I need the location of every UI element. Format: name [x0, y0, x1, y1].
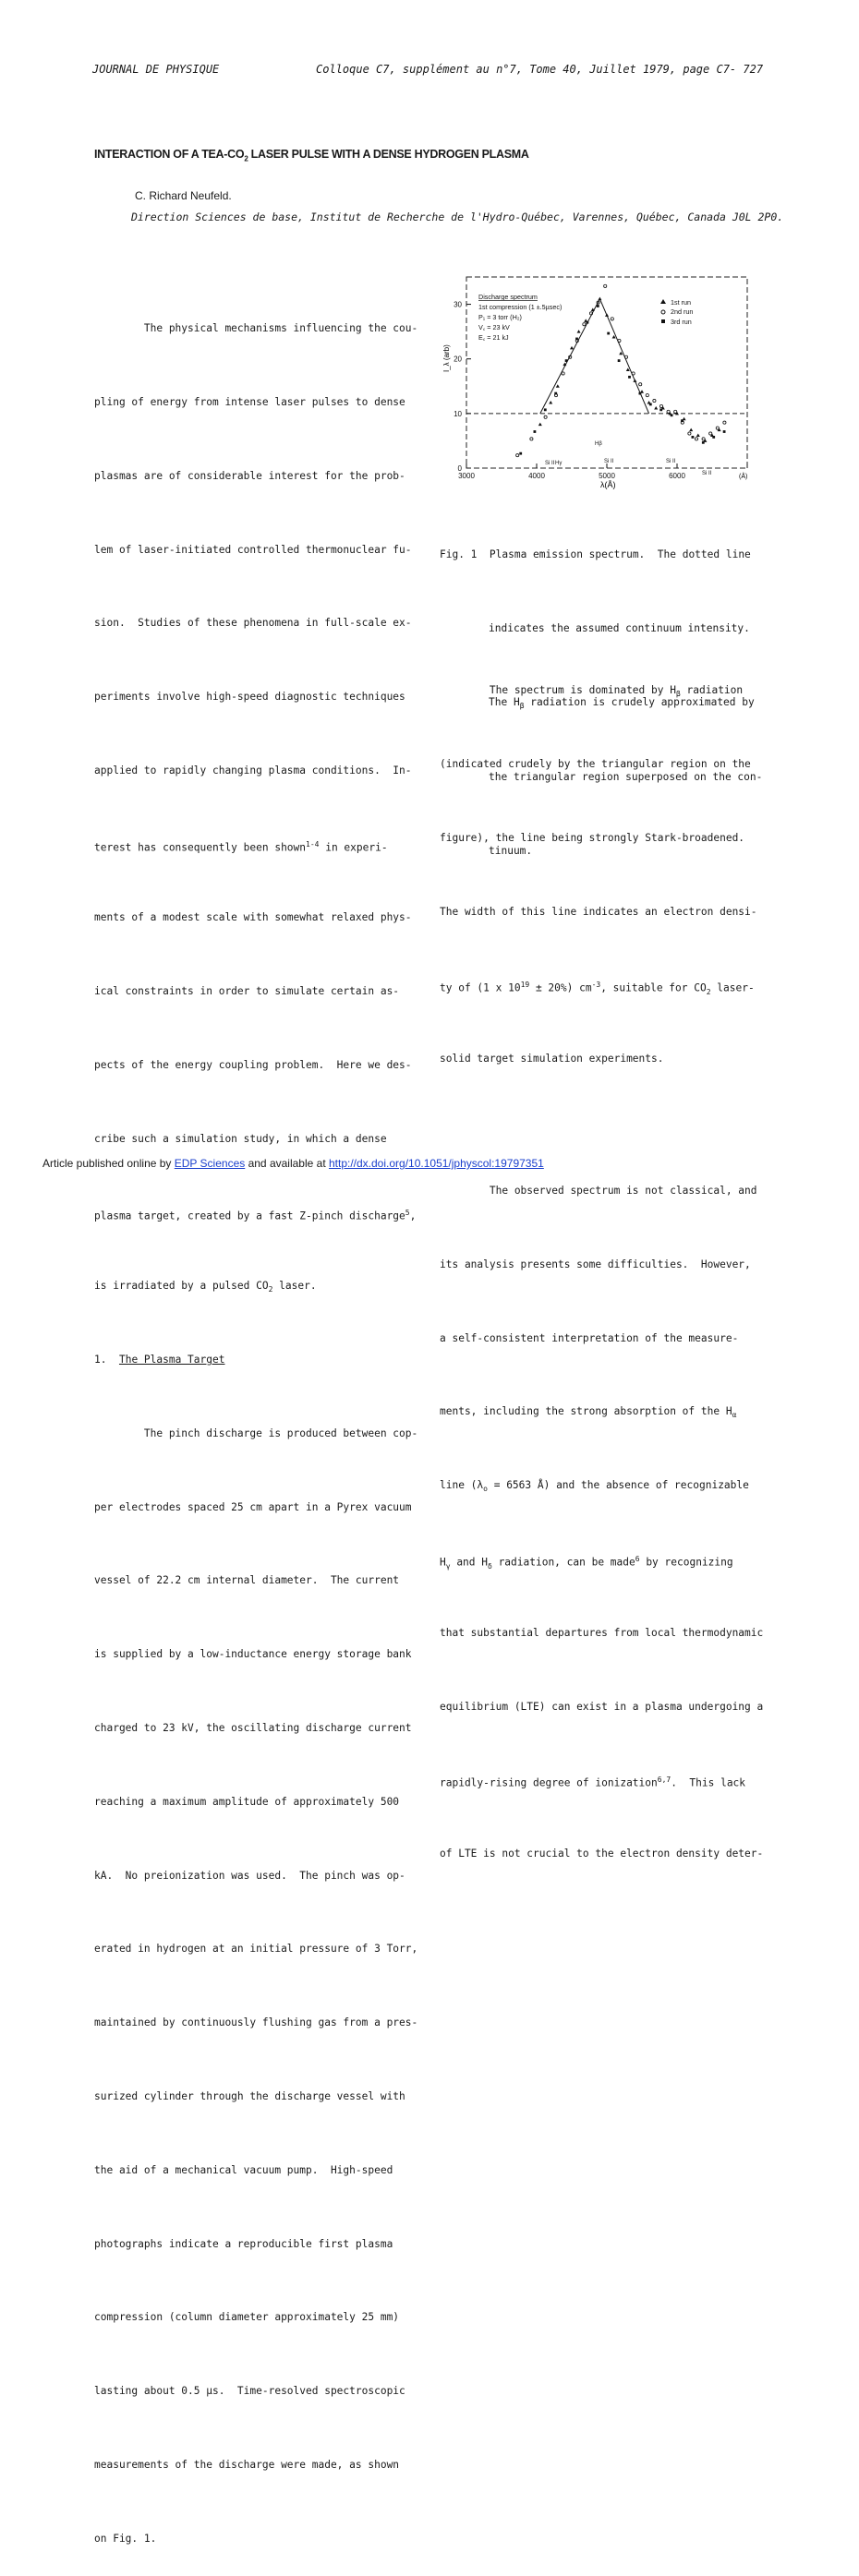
- data-point: [723, 421, 726, 424]
- text-line: reaching a maximum amplitude of approximately 500: [94, 1795, 400, 1808]
- data-point: [681, 419, 684, 422]
- y-tick-label: 10: [454, 409, 462, 418]
- data-point: [597, 305, 599, 307]
- line-label: Si II: [666, 459, 676, 464]
- caption-label: Fig. 1: [440, 548, 478, 560]
- data-point: [633, 379, 636, 382]
- y-axis-label: I_λ (arb): [442, 344, 451, 372]
- data-point: [723, 430, 726, 433]
- line-label: Si II: [702, 471, 712, 476]
- figure-legend: [478, 293, 562, 342]
- footer-notice: Article published online by EDP Sciences and available at http://dx.doi.org/10.1051/jphyscol:19797351: [42, 1157, 544, 1170]
- text-line: pects of the energy coupling problem. Here we des-: [94, 1059, 412, 1071]
- data-point: [695, 438, 697, 440]
- text-line: the aid of a mechanical vacuum pump. High-speed: [94, 2163, 393, 2176]
- text-line: surized cylinder through the discharge vessel with: [94, 2089, 405, 2102]
- caption-line: Plasma emission spectrum. The dotted line: [489, 548, 751, 560]
- text-line: kA. No preionization was used. The pinch was op-: [94, 1869, 405, 1882]
- legend-line: Discharge spectrum: [478, 293, 538, 301]
- triangle-marker-icon: [660, 299, 666, 304]
- data-point: [575, 338, 578, 341]
- text-line: $H_\gamma$ and $H_\delta$ radiation, can be made$^6$ by recognizing: [440, 1554, 733, 1571]
- data-point: [516, 454, 519, 457]
- x-tick-label: 6000: [669, 472, 685, 480]
- text-line: cribe such a simulation study, in which a dense: [94, 1132, 387, 1145]
- text-line: vessel of 22.2 cm internal diameter. The current: [94, 1574, 400, 1587]
- data-point: [544, 408, 547, 411]
- square-marker-icon: [661, 319, 665, 323]
- y-tick-labels: [454, 301, 462, 473]
- data-point: [618, 359, 621, 362]
- data-point: [587, 321, 589, 324]
- data-point: [692, 436, 695, 439]
- caption-line: The $H_\beta$ radiation is crudely approximated by: [489, 696, 755, 711]
- run-label: 2nd run: [671, 307, 694, 316]
- data-point: [667, 410, 670, 413]
- data-point: [598, 297, 601, 301]
- y-tick-label: 0: [457, 464, 462, 473]
- x-axis-unit: (Å): [739, 474, 748, 480]
- data-point: [538, 423, 542, 427]
- text-line: solid target simulation experiments.: [440, 1053, 664, 1065]
- text-line: ical constraints in order to simulate certain as-: [94, 985, 400, 998]
- legend-line: E꜀ = 21 kJ: [478, 333, 509, 342]
- data-point: [530, 438, 533, 440]
- caption-line: the triangular region superposed on the con-: [489, 770, 763, 783]
- data-point: [646, 394, 648, 397]
- data-point: [605, 313, 609, 317]
- colloque-reference: Colloque C7, supplément au n°7, Tome 40, Juillet 1979, page C7- 727: [316, 63, 764, 76]
- text-line: The spectrum is dominated by $H_\beta$ radiation: [440, 684, 744, 699]
- text-line: The observed spectrum is not classical, and: [440, 1185, 757, 1198]
- data-point: [639, 383, 642, 386]
- text-line: of LTE is not crucial to the electron density deter-: [440, 1848, 764, 1860]
- text-line: applied to rapidly changing plasma conditions. In-: [94, 764, 412, 776]
- data-point: [628, 376, 631, 379]
- text-line: compression (column diameter approximately 25 mm): [94, 2311, 400, 2324]
- text-line: ty of (1 x $10^{19} \pm 20\%$) $cm^{-3}$, suitable for $CO_2$ laser-: [440, 981, 755, 997]
- text-line: lem of laser-initiated controlled thermonuclear fu-: [94, 543, 412, 556]
- affiliation: Direction Sciences de base, Institut de Recherche de l'Hydro-Québec, Varennes, Québec, Canada J0L 2P0.: [131, 211, 784, 223]
- data-point: [562, 372, 564, 375]
- left-column: [94, 268, 427, 2576]
- doi-link[interactable]: http://dx.doi.org/10.1051/jphyscol:19797351: [328, 1157, 544, 1170]
- run-label: 3rd run: [671, 318, 692, 326]
- text-line: ments of a modest scale with somewhat relaxed phys-: [94, 911, 412, 924]
- text-line: sion. Studies of these phenomena in full-scale ex-: [94, 617, 412, 630]
- data-point: [544, 415, 547, 418]
- line-label: Si II: [604, 459, 614, 464]
- text-line: photographs indicate a reproducible first plasma: [94, 2237, 393, 2250]
- caption-line: indicates the assumed continuum intensity.: [489, 621, 750, 634]
- y-tick-label: 30: [454, 300, 462, 309]
- text-line: that substantial departures from local thermodynamic: [440, 1626, 764, 1639]
- data-point: [712, 436, 715, 439]
- text-line: The width of this line indicates an electron densi-: [440, 905, 757, 918]
- text-line: ments, including the strong absorption of the $H_\alpha$: [440, 1405, 737, 1420]
- data-point: [702, 441, 705, 444]
- data-point: [604, 284, 607, 287]
- paper-title: INTERACTION OF A TEA-$CO_2$ LASER PULSE WITH A DENSE HYDROGEN PLASMA: [94, 148, 529, 163]
- x-tick-label: 3000: [458, 472, 475, 480]
- data-point: [654, 406, 658, 410]
- data-point: [659, 404, 662, 407]
- text-line: rapidly-rising degree of ionization$^{6,7}$. This lack: [440, 1776, 746, 1790]
- text-line: is supplied by a low-inductance energy storage bank: [94, 1648, 412, 1661]
- author-name: C. Richard Neufeld.: [135, 189, 232, 202]
- data-point: [689, 428, 693, 432]
- data-point: [570, 346, 574, 350]
- text-line: periments involve high-speed diagnostic techniques: [94, 691, 405, 704]
- data-point: [534, 430, 537, 433]
- line-label: Si II: [545, 461, 555, 466]
- data-point: [688, 432, 691, 435]
- data-point: [702, 438, 705, 440]
- data-point: [649, 403, 652, 406]
- caption-line: tinuum.: [489, 845, 533, 858]
- text-line: terest has consequently been shown$^{1-4}$ in experi-: [94, 839, 388, 854]
- data-point: [554, 392, 557, 395]
- data-point: [659, 408, 662, 411]
- edp-sciences-link[interactable]: EDP Sciences: [174, 1157, 246, 1170]
- run-label: 1st run: [671, 298, 691, 307]
- text-line: on Fig. 1.: [94, 2532, 157, 2545]
- text-line: a self-consistent interpretation of the measure-: [440, 1331, 739, 1344]
- legend-line: 1st compression (1 ±.5µsec): [478, 303, 563, 311]
- text-line: plasma target, created by a fast Z-pinch discharge$^5$,: [94, 1208, 417, 1222]
- text-line: equilibrium (LTE) can exist in a plasma undergoing a: [440, 1700, 764, 1713]
- circle-marker-icon: [661, 310, 665, 314]
- data-point: [519, 452, 522, 455]
- data-point: [709, 432, 712, 435]
- data-point: [639, 392, 642, 395]
- line-label: Hγ: [555, 461, 563, 466]
- text-line: pling of energy from intense laser pulses to dense: [94, 395, 405, 408]
- data-point: [556, 384, 560, 388]
- text-line: per electrodes spaced 25 cm apart in a Pyrex vacuum: [94, 1500, 412, 1513]
- line-label: Hβ: [595, 441, 602, 447]
- data-point: [653, 399, 656, 402]
- run-legend: [660, 298, 693, 326]
- text-line: charged to 23 kV, the oscillating discharge current: [94, 1722, 412, 1735]
- data-point: [607, 332, 610, 335]
- x-tick-label: 4000: [528, 472, 545, 480]
- text-line: erated in hydrogen at an initial pressure of 3 Torr,: [94, 1943, 418, 1956]
- x-axis-label: λ(Å): [600, 480, 616, 489]
- data-point: [674, 410, 677, 413]
- data-point: [565, 359, 568, 362]
- x-tick-labels: [458, 472, 685, 480]
- x-tick-label: 5000: [599, 472, 615, 480]
- text-line: lasting about 0.5 µs. Time-resolved spectroscopic: [94, 2385, 405, 2398]
- right-column: [440, 630, 781, 1891]
- line-labels: [545, 441, 712, 476]
- text-line: maintained by continuously flushing gas from a pres-: [94, 2016, 418, 2029]
- y-tick-label: 20: [454, 355, 462, 364]
- text-line: line ($\lambda_o = 6563$ Å) and the absence of recognizable: [440, 1479, 749, 1494]
- text-line: The physical mechanisms influencing the cou-: [94, 322, 418, 335]
- text-line: is irradiated by a pulsed $CO_2$ laser.: [94, 1280, 317, 1294]
- section-heading: 1. The Plasma Target: [94, 1354, 225, 1366]
- text-line: The pinch discharge is produced between cop-: [94, 1426, 418, 1439]
- data-point: [716, 427, 719, 429]
- data-point: [671, 414, 673, 416]
- data-point: [577, 330, 581, 333]
- data-point: [583, 323, 586, 326]
- data-point: [611, 318, 613, 320]
- data-point: [696, 434, 700, 438]
- data-point: [549, 401, 552, 404]
- text-line: measurements of the discharge were made, as shown: [94, 2458, 400, 2471]
- legend-line: P₁ = 3 torr (H₂): [478, 313, 522, 321]
- legend-line: V꜀ = 23 kV: [478, 323, 510, 331]
- text-line: its analysis presents some difficulties. However,: [440, 1258, 751, 1270]
- journal-name: JOURNAL DE PHYSIQUE: [92, 63, 220, 76]
- text-line: figure), the line being strongly Stark-broadened.: [440, 831, 745, 844]
- spectrum-figure: [442, 270, 765, 491]
- text-line: plasmas are of considerable interest for the prob-: [94, 469, 405, 482]
- text-line: (indicated crudely by the triangular region on the: [440, 757, 751, 770]
